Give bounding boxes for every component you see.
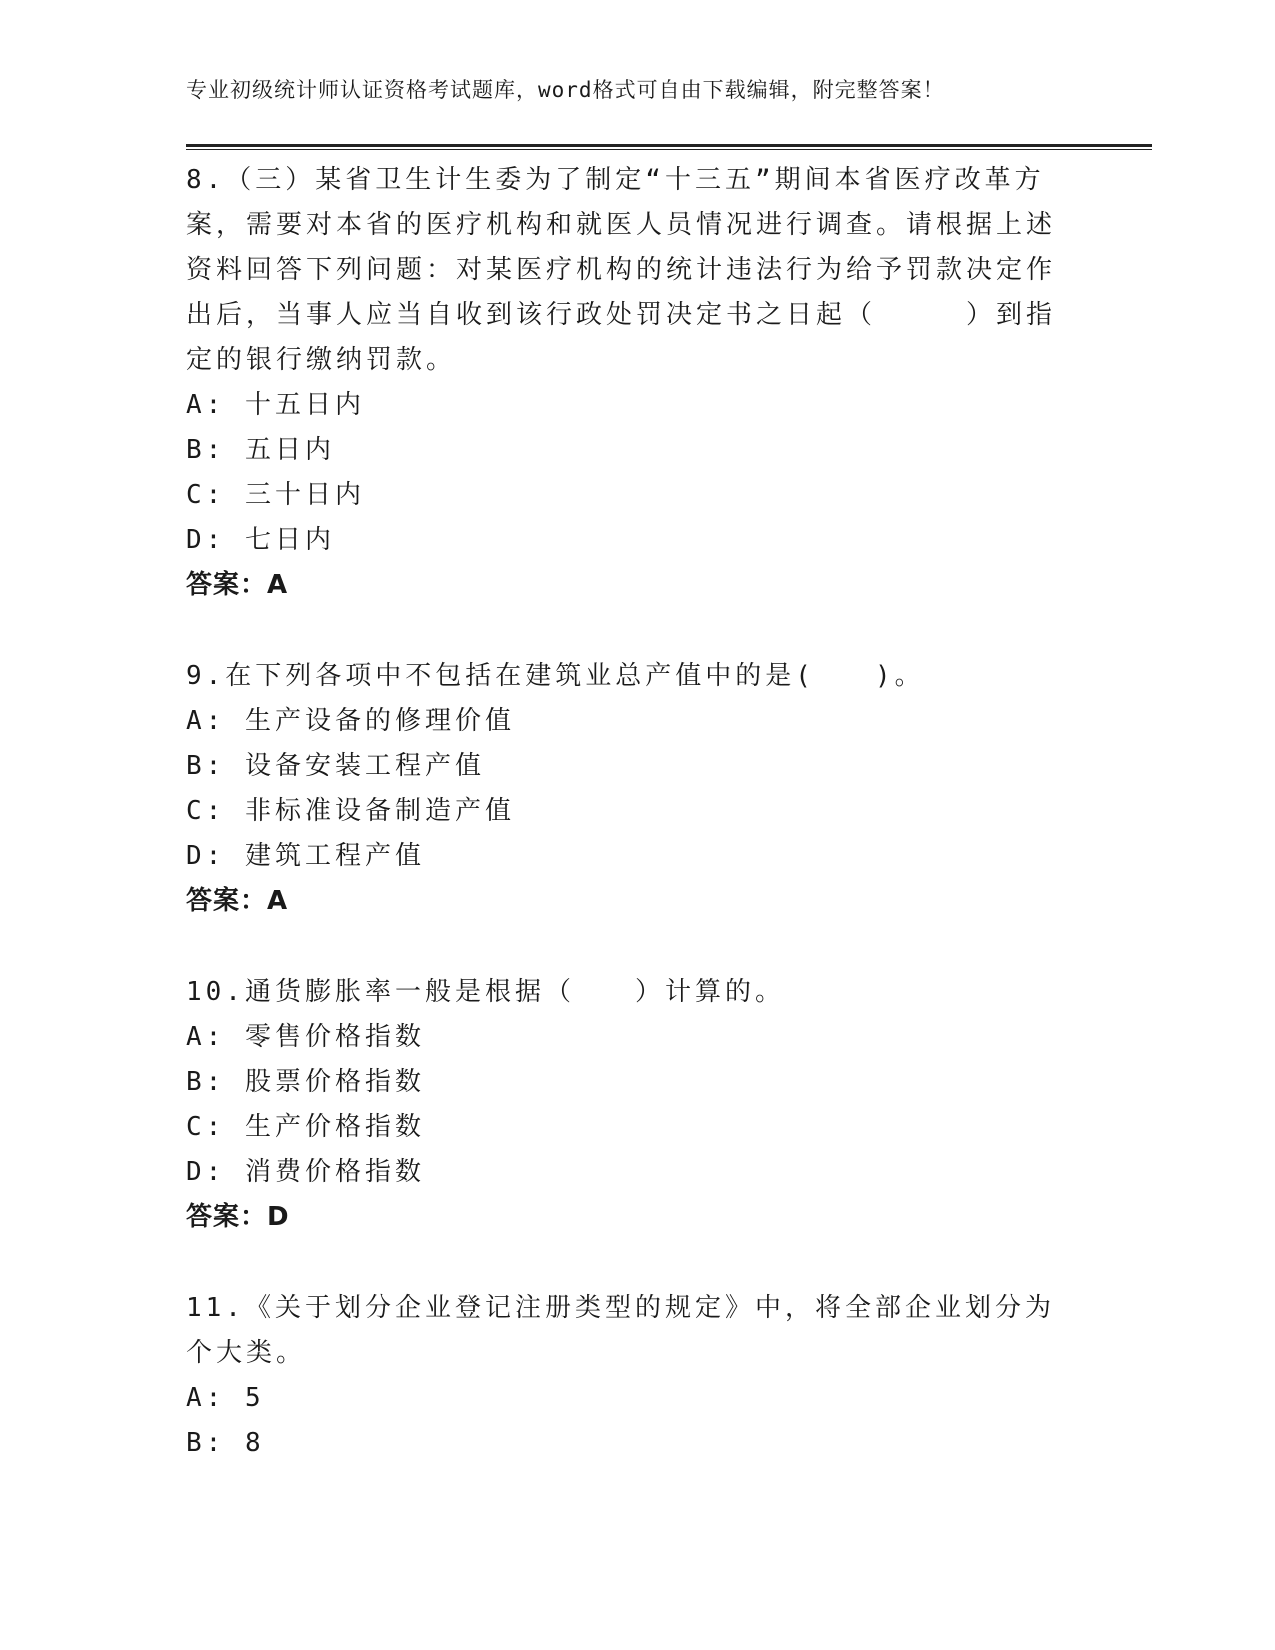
page-header: 专业初级统计师认证资格考试题库，word格式可自由下载编辑，附完整答案！ (186, 78, 945, 102)
option-d: D: 消费价格指数 (186, 1157, 425, 1187)
answer: 答案：D (186, 1202, 290, 1232)
question-list (186, 158, 1066, 1512)
question-8 (186, 158, 1066, 608)
option-b: B: 8 (186, 1428, 265, 1458)
option-c: C: 生产价格指数 (186, 1112, 425, 1142)
option-a: A: 5 (186, 1383, 265, 1413)
header-divider (186, 144, 1152, 150)
option-a: A: 生产设备的修理价值 (186, 706, 515, 736)
option-a: A: 十五日内 (186, 390, 365, 420)
answer: 答案：A (186, 570, 289, 600)
question-11 (186, 1286, 1066, 1466)
option-d: D: 七日内 (186, 525, 335, 555)
option-b: B: 五日内 (186, 435, 335, 465)
option-c: C: 非标准设备制造产值 (186, 796, 515, 826)
answer: 答案：A (186, 886, 289, 916)
option-b: B: 股票价格指数 (186, 1067, 425, 1097)
option-c: C: 三十日内 (186, 480, 365, 510)
question-9 (186, 654, 1066, 924)
question-10 (186, 970, 1066, 1240)
question-stem: 10.通货膨胀率一般是根据（ ）计算的。 (186, 977, 785, 1007)
option-d: D: 建筑工程产值 (186, 841, 425, 871)
question-stem: 11.《关于划分企业登记注册类型的规定》中，将全部企业划分为个大类。 (186, 1293, 1055, 1368)
option-a: A: 零售价格指数 (186, 1022, 425, 1052)
question-stem: 8.（三）某省卫生计生委为了制定“十三五”期间本省医疗改革方案，需要对本省的医疗机构和就医人员情况进行调查。请根据上述资料回答下列问题：对某医疗机构的统计违法行为给予罚款决定作出后，当事人应当自收到该行政处罚决定书之日起（ ）到指定的银行缴纳罚款。 (186, 165, 1057, 375)
option-b: B: 设备安装工程产值 (186, 751, 485, 781)
question-stem: 9.在下列各项中不包括在建筑业总产值中的是( )。 (186, 661, 925, 691)
